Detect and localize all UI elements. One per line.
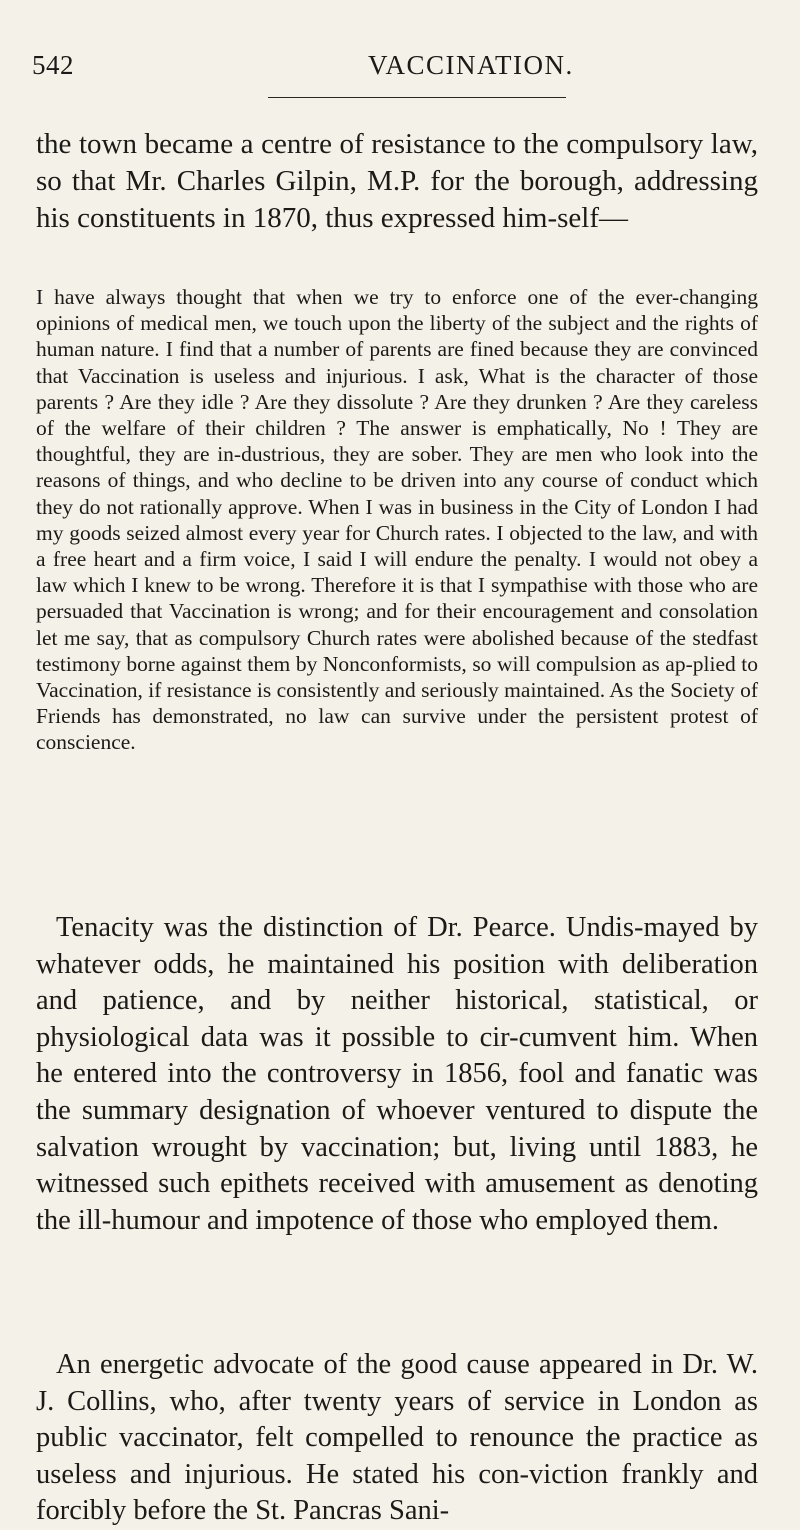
header-rule (268, 97, 566, 98)
gilpin-quotation: I have always thought that when we try to enforce one of the ever-changing opinions of medical men, we touch upon the liberty of the subject and the rights of human nature. I find that a number of parents are fined because they are convinced that Vaccination is useless and injurious. I ask, What is the character of those parents ? Are they idle ? Are they dissolute ? Are they drunken ? Are they careless of the welfare of their children ? The answer is emphatically, No ! They are thoughtful, they are in-dustrious, they are sober. They are men who look into the reasons of things, and who decline to be driven into any course of conduct which they do not rationally approve. When I was in business in the City of London I had my goods seized almost every year for Church rates. I objected to the law, and with a free heart and a firm voice, I said I will endure the penalty. I would not obey a law which I knew to be wrong. Therefore it is that I sympathise with those who are persuaded that Vaccination is wrong; and for their encouragement and consolation let me say, that as compulsory Church rates were abolished because of the stedfast testimony borne against them by Nonconformists, so will compulsion as ap-plied to Vaccination, if resistance is consistently and seriously maintained. As the Society of Friends has demonstrated, no law can survive under the persistent protest of conscience. (36, 285, 758, 755)
paragraph-dr-pearce: Tenacity was the distinction of Dr. Pearce. Undis-mayed by whatever odds, he maintained his position with deliberation and patience, and by neither historical, statistical, or physiological data was it possible to cir-cumvent him. When he entered into the controversy in 1856, fool and fanatic was the summary designation of whoever ventured to dispute the salvation wrought by vaccination; but, living until 1883, he witnessed such epithets received with amusement as denoting the ill-humour and impotence of those who employed them. (36, 912, 758, 1236)
running-head (32, 50, 792, 90)
paragraph-dr-collins: An energetic advocate of the good cause appeared in Dr. W. J. Collins, who, after twenty years of service in London as public vaccinator, felt compelled to renounce the practice as useless and injurious. He stated his con-viction frankly and forcibly before the St. Pancras Sani- (36, 1349, 758, 1527)
paragraph-town-resistance: the town became a centre of resistance to the compulsory law, so that Mr. Charles Gilpin, M.P. for the borough, addressing his constituents in 1870, thus expressed him-self— (36, 128, 758, 234)
running-title: VACCINATION. (368, 50, 574, 80)
page-number: 542 (32, 50, 74, 80)
